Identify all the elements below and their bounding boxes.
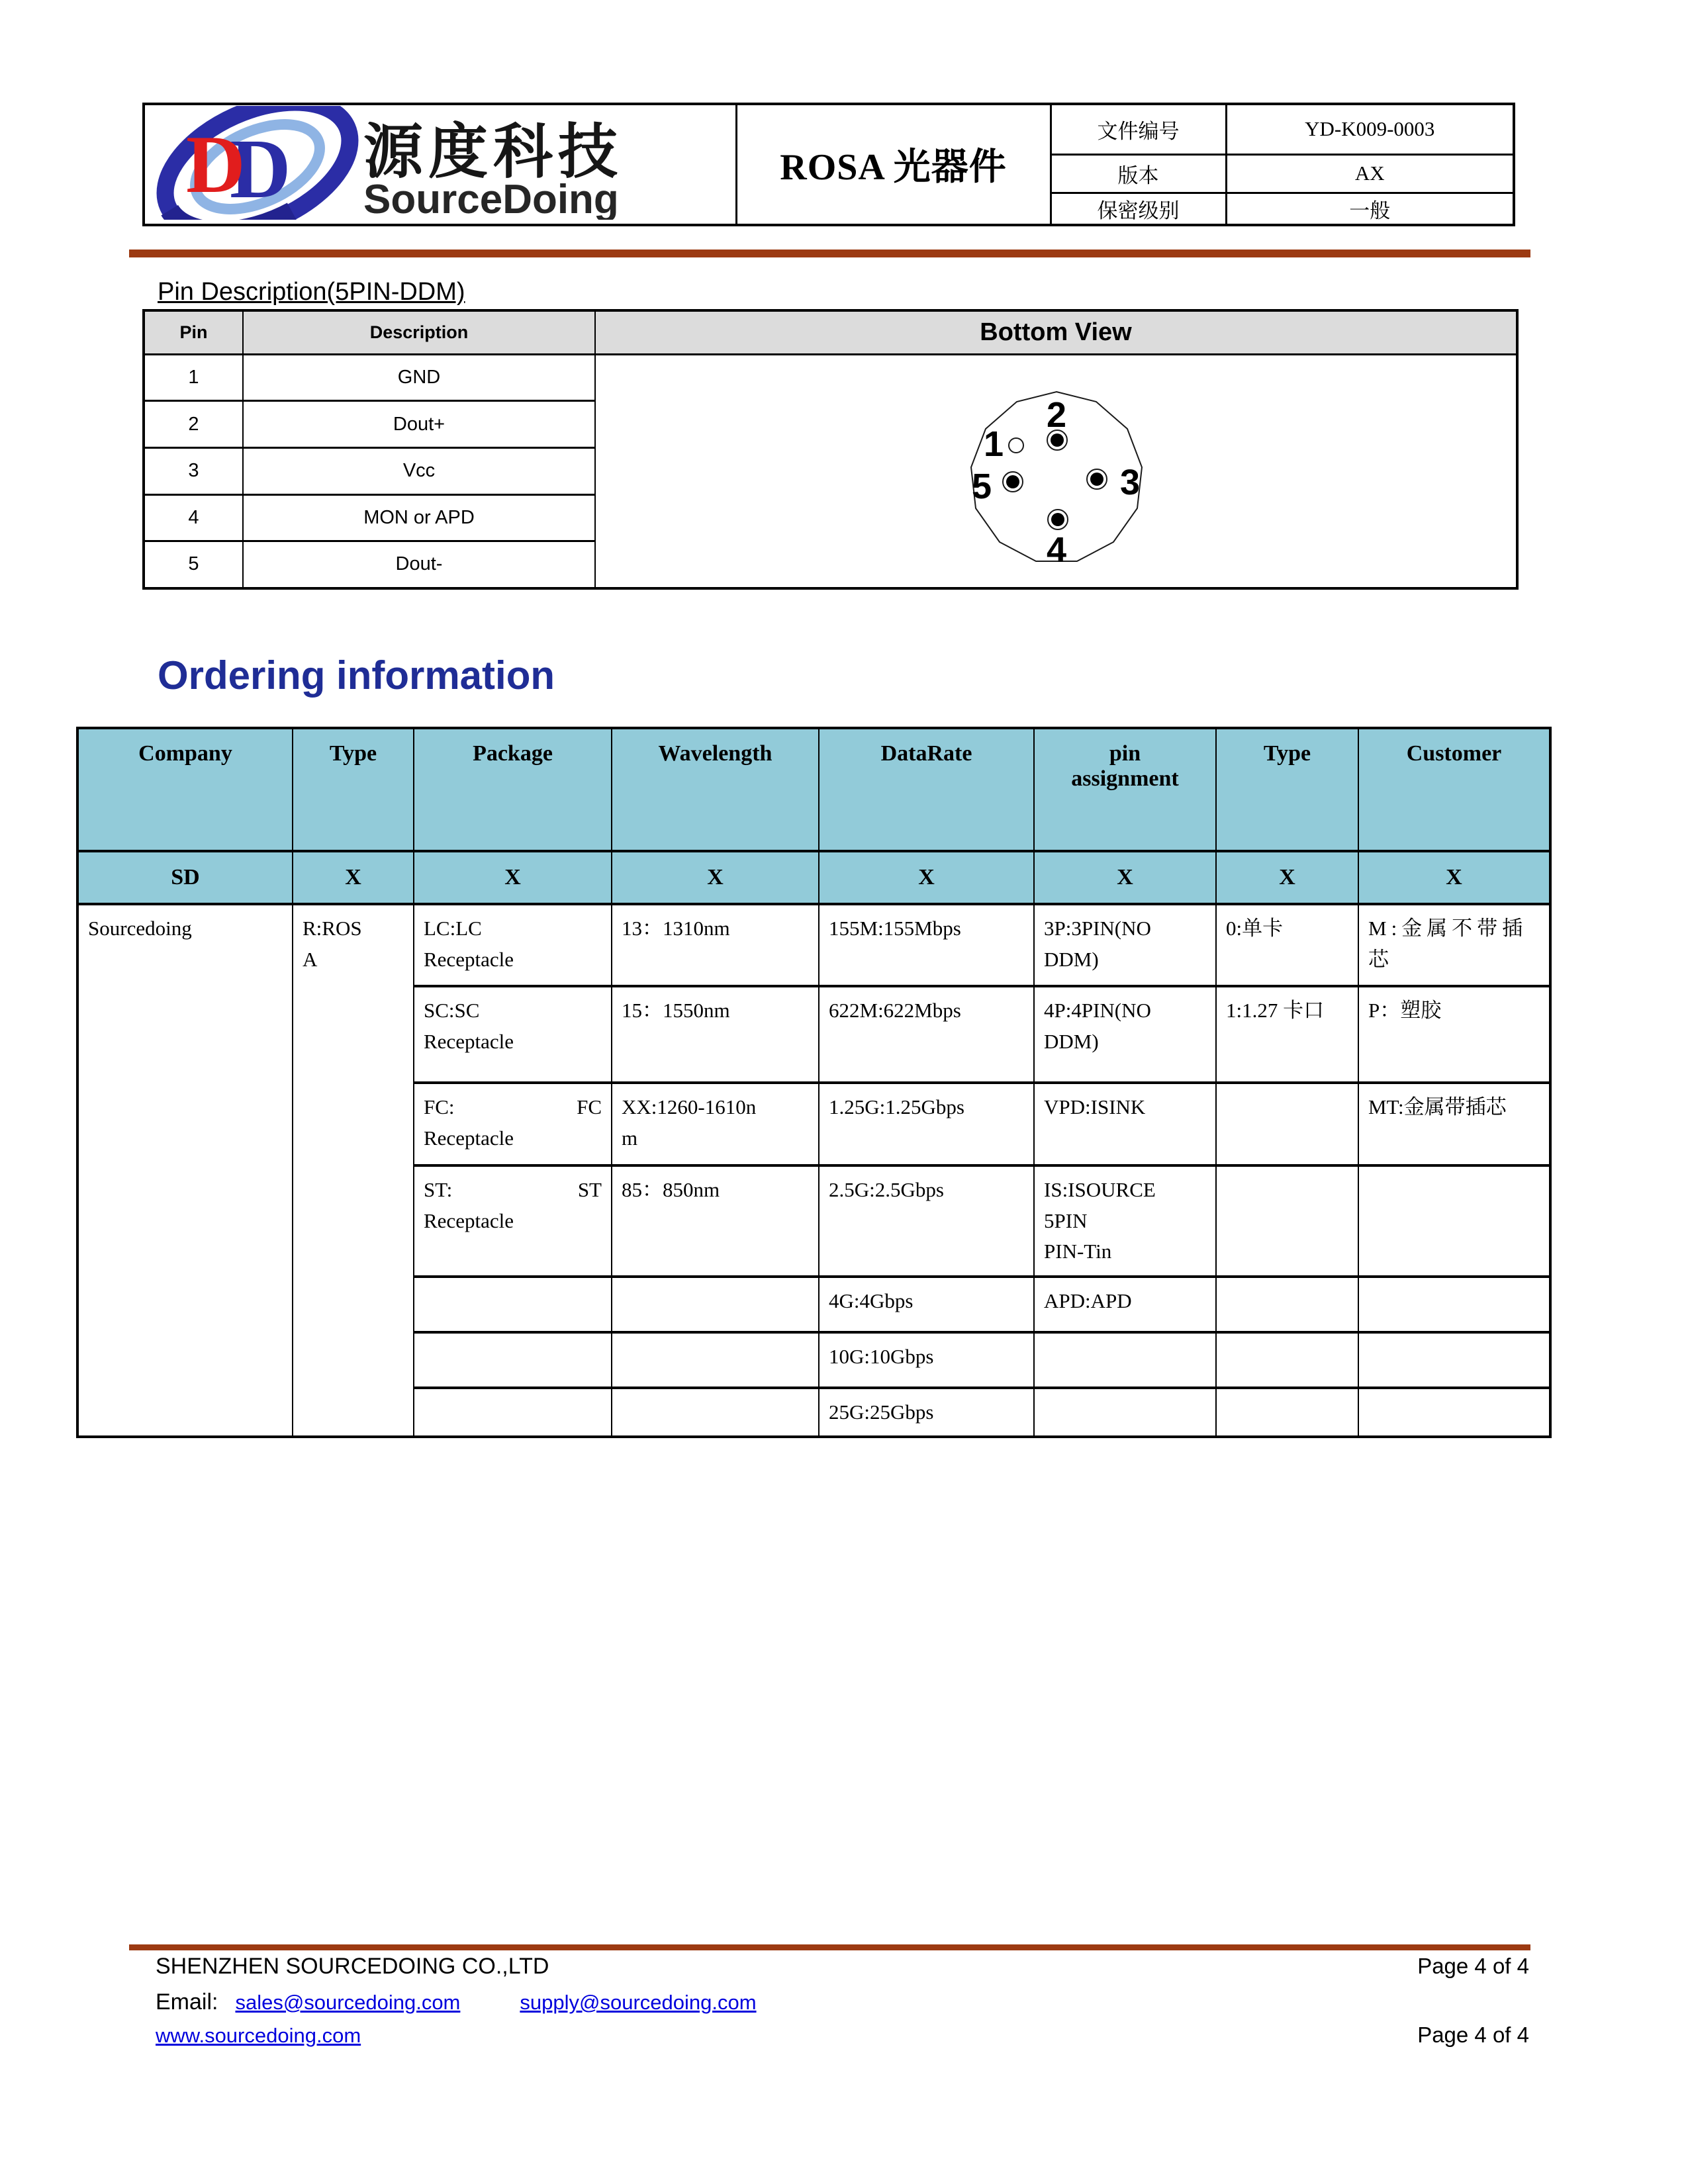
cell-type2	[1216, 1332, 1358, 1388]
connector-bottom-view-diagram	[596, 355, 1516, 587]
pin3-label: 3	[1119, 462, 1140, 502]
col-header-type2: Type	[1216, 728, 1358, 851]
code-x: X	[1358, 851, 1550, 904]
col-header-pin-assignment: pin assignment	[1034, 728, 1216, 851]
cell-customer: M:金属不带插 芯	[1358, 904, 1550, 986]
cell-wavelength	[612, 1388, 819, 1437]
cell-pin-assignment: IS:ISOURCE 5PIN PIN-Tin	[1034, 1165, 1216, 1277]
pin-description-heading: Pin Description(5PIN-DDM)	[158, 278, 465, 306]
pin2-dot	[1051, 433, 1064, 447]
pin-number: 1	[144, 354, 243, 401]
logo-d-blue: D	[230, 121, 291, 216]
pin1-hole	[1009, 438, 1023, 453]
pin-description: GND	[243, 354, 595, 401]
pin-number: 4	[144, 494, 243, 541]
cell-datarate: 10G:10Gbps	[819, 1332, 1034, 1388]
pin5-label: 5	[971, 466, 992, 506]
col-header-package: Package	[414, 728, 612, 851]
pin4-label: 4	[1046, 529, 1066, 570]
bottom-view-column-header: Bottom View	[595, 310, 1517, 354]
cell-datarate: 25G:25Gbps	[819, 1388, 1034, 1437]
pin-number: 2	[144, 401, 243, 448]
pin2-label: 2	[1046, 394, 1066, 435]
cell-datarate: 1.25G:1.25Gbps	[819, 1083, 1034, 1165]
logo-d-red: D	[186, 118, 246, 210]
logo-en-text: SourceDoing	[363, 176, 619, 220]
cell-wavelength: 13：1310nm	[612, 904, 819, 986]
cell-company: Sourcedoing	[77, 904, 293, 1437]
col-header-customer: Customer	[1358, 728, 1550, 851]
cell-datarate: 622M:622Mbps	[819, 986, 1034, 1083]
ordering-information-heading: Ordering information	[158, 653, 555, 698]
cell-package: FC: FC Receptacle	[414, 1083, 612, 1165]
pin1-label: 1	[983, 424, 1004, 464]
email-sales-link[interactable]: sales@sourcedoing.com	[235, 1991, 461, 2014]
cell-customer	[1358, 1388, 1550, 1437]
pin-description: Dout+	[243, 401, 595, 448]
cell-type: R:ROSA	[293, 904, 414, 1437]
code-x: X	[414, 851, 612, 904]
header-divider-rule	[129, 250, 1530, 257]
cell-datarate: 155M:155Mbps	[819, 904, 1034, 986]
cell-wavelength	[612, 1332, 819, 1388]
code-x: X	[1034, 851, 1216, 904]
cell-type2	[1216, 1388, 1358, 1437]
cell-pin-assignment: 3P:3PIN(NO DDM)	[1034, 904, 1216, 986]
pin-description-table	[142, 309, 1519, 590]
cell-package	[414, 1277, 612, 1332]
cell-customer: MT:金属带插芯	[1358, 1083, 1550, 1165]
footer-page-number: Page 4 of 4	[1417, 1954, 1529, 1978]
meta-value-doc-number: YD-K009-0003	[1226, 104, 1514, 154]
pin-table-header-row	[144, 310, 1517, 354]
pin-row-1	[144, 354, 1517, 401]
cell-pin-assignment	[1034, 1332, 1216, 1388]
pin-description: MON or APD	[243, 494, 595, 541]
code-company: SD	[77, 851, 293, 904]
document-title-cell	[736, 104, 1051, 225]
meta-label-confidentiality: 保密级别	[1051, 193, 1226, 225]
cell-customer	[1358, 1277, 1550, 1332]
header-table	[142, 103, 1515, 226]
meta-value-confidentiality: 一般	[1226, 193, 1514, 225]
ordering-code-row	[77, 851, 1550, 904]
cell-wavelength	[612, 1277, 819, 1332]
code-x: X	[612, 851, 819, 904]
logo-cell	[144, 104, 736, 225]
logo-cn-text: 源度科技	[363, 118, 623, 185]
ordering-information-table	[76, 727, 1552, 1438]
pin4-dot	[1051, 513, 1064, 526]
code-x: X	[819, 851, 1034, 904]
cell-wavelength: XX:1260-1610n m	[612, 1083, 819, 1165]
pin-number: 3	[144, 447, 243, 494]
meta-label-version: 版本	[1051, 154, 1226, 193]
footer-line-website	[156, 2023, 1529, 2048]
pin-description: Dout-	[243, 541, 595, 588]
sourcedoing-logo	[145, 106, 714, 220]
cell-pin-assignment: 4P:4PIN(NO DDM)	[1034, 986, 1216, 1083]
cell-type2: 1:1.27 卡口	[1216, 986, 1358, 1083]
cell-type2	[1216, 1165, 1358, 1277]
ordering-row-lc	[77, 904, 1550, 986]
cell-pin-assignment: VPD:ISINK	[1034, 1083, 1216, 1165]
cell-customer: P：塑胶	[1358, 986, 1550, 1083]
pin-description: Vcc	[243, 447, 595, 494]
code-x: X	[1216, 851, 1358, 904]
pin-number: 5	[144, 541, 243, 588]
footer-page-number: Page 4 of 4	[1417, 2023, 1529, 2047]
cell-wavelength: 85：850nm	[612, 1165, 819, 1277]
cell-type2: 0:单卡	[1216, 904, 1358, 986]
cell-datarate: 2.5G:2.5Gbps	[819, 1165, 1034, 1277]
col-header-company: Company	[77, 728, 293, 851]
meta-value-version: AX	[1226, 154, 1514, 193]
cell-pin-assignment: APD:APD	[1034, 1277, 1216, 1332]
col-header-wavelength: Wavelength	[612, 728, 819, 851]
description-column-header: Description	[243, 310, 595, 354]
cell-pin-assignment	[1034, 1388, 1216, 1437]
cell-package: ST: ST Receptacle	[414, 1165, 612, 1277]
cell-type2	[1216, 1277, 1358, 1332]
pin3-dot	[1090, 473, 1103, 486]
footer-line-email	[156, 1989, 1529, 2015]
cell-type2	[1216, 1083, 1358, 1165]
cell-customer	[1358, 1165, 1550, 1277]
footer-line-company	[156, 1954, 1529, 1979]
footer-company-name: SHENZHEN SOURCEDOING CO.,LTD	[156, 1954, 549, 1979]
ordering-header-row	[77, 728, 1550, 851]
bottom-view-cell	[595, 354, 1517, 588]
cell-wavelength: 15：1550nm	[612, 986, 819, 1083]
email-label: Email:	[156, 1989, 218, 2015]
col-header-datarate: DataRate	[819, 728, 1034, 851]
pin-column-header: Pin	[144, 310, 243, 354]
footer-divider-rule	[129, 1944, 1530, 1950]
email-supply-link[interactable]: supply@sourcedoing.com	[520, 1991, 757, 2014]
document-title: ROSA 光器件	[780, 147, 1007, 189]
cell-package: LC:LC Receptacle	[414, 904, 612, 986]
cell-package	[414, 1388, 612, 1437]
code-x: X	[293, 851, 414, 904]
cell-package: SC:SC Receptacle	[414, 986, 612, 1083]
pin5-dot	[1006, 475, 1019, 488]
col-header-type: Type	[293, 728, 414, 851]
cell-package	[414, 1332, 612, 1388]
meta-label-doc-number: 文件编号	[1051, 104, 1226, 154]
cell-datarate: 4G:4Gbps	[819, 1277, 1034, 1332]
cell-customer	[1358, 1332, 1550, 1388]
website-link[interactable]: www.sourcedoing.com	[156, 2024, 361, 2047]
